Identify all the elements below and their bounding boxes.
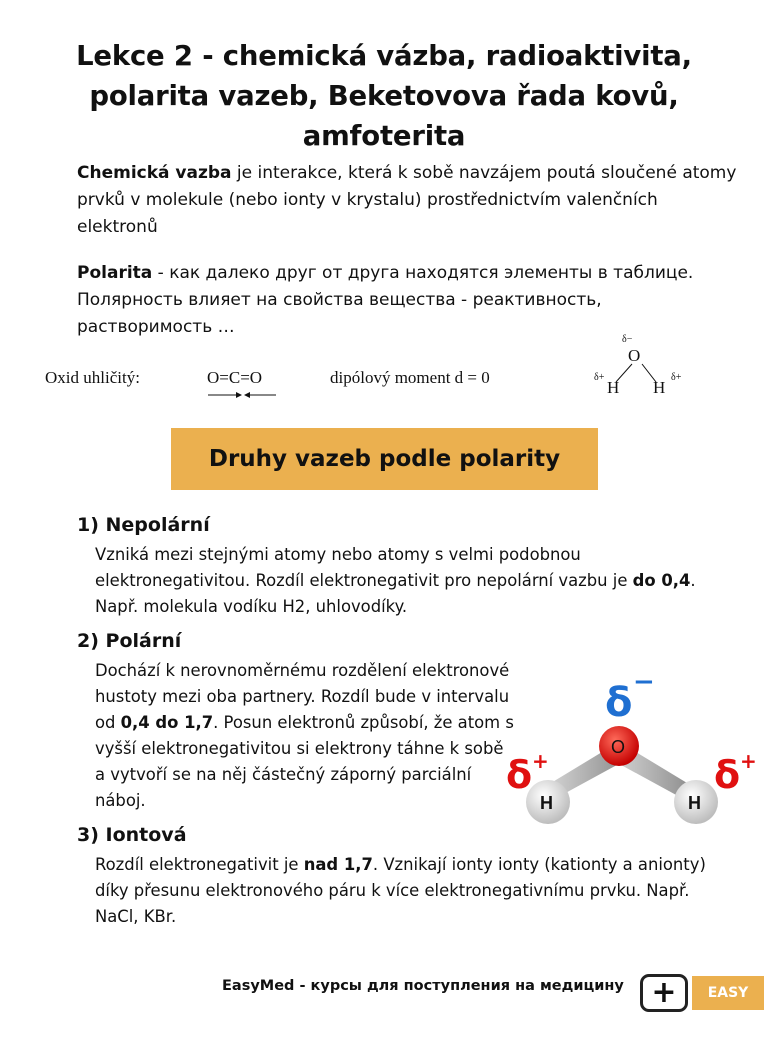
delta-plus-left-symbol: δ [506,753,533,797]
text-nonpolar [95,542,735,620]
page-title: Lekce 2 - chemická vázba, radioaktivita, polarita vazeb, Beketovova řada kovů, amfoterita [76,40,692,152]
text-polar-b: . Posun elektronů způsobí, že atom s vyšší elektronegativitou si elektrony táhne k sobě a vytvoří se na něj částečný záporný parciální náboj. [95,713,514,810]
intro-text: je interakce, která k sobě navzájem poutá sloučené atomy prvků v molekule (nebo ionty v krystalu) prostřednictvím valenčních elektronů [77,163,737,237]
polarity-term: Polarita [77,263,153,283]
text-polar [95,658,515,814]
text-ionic [95,852,735,930]
delta-plus-right-symbol: δ [714,753,741,797]
logo-label: EASY MED [692,976,764,1010]
intro-term: Chemická vazba [77,163,232,183]
text-nonpolar-b: . Např. molekula vodíku H2, uhlovodíky. [95,571,696,616]
text-nonpolar-bold: do 0,4 [632,571,691,590]
hydrogen-symbol-left: H [540,793,553,813]
water-delta-plus-right: δ+ [671,372,682,383]
heading-ionic: 3) Iontová [77,824,187,846]
intro-paragraph [77,160,737,241]
plus-sign-left: + [532,749,549,773]
water-oxygen: O [628,346,641,365]
text-ionic-b: . Vznikají ionty ionty (kationty a anionty) díky přesunu elektronového páru k více elektronegativnímu prvku. Např. NaCl, KBr. [95,855,706,926]
text-ionic-bold: nad 1,7 [303,855,373,874]
water-delta-plus-left: δ+ [594,372,605,383]
co2-formula: O=C=O [207,368,263,387]
text-polar-a: Dochází k nerovnoměrnému rozdělení elektronové hustoty mezi oba partnery. Rozdíl bude v intervalu od [95,661,510,732]
easymed-logo [640,974,764,1035]
plus-icon: + [640,974,688,1012]
co2-figure-row [0,334,768,410]
polarity-text: - как далеко друг от друга находятся элементы в таблице. Полярность влияет на свойства вещества - реактивность, растворимость … [77,263,694,337]
dipole-arrows-icon [206,388,278,402]
text-ionic-a: Rozdíl elektronegativit je [95,855,304,874]
text-nonpolar-a: Vzniká mezi stejnými atomy nebo atomy s velmi podobnou elektronegativitou. Rozdíl elektronegativit pro nepolární vazbu je [95,545,633,590]
water-hydrogen-left: H [607,378,620,397]
water-delta-minus: δ− [622,334,633,345]
delta-minus-symbol: δ [605,680,633,726]
heading-polar: 2) Polární [77,630,182,652]
plus-sign-right: + [740,749,757,773]
dipole-text: dipólový moment d = 0 [330,368,490,387]
water-hydrogen-right: H [653,378,666,397]
minus-sign: − [633,668,655,697]
text-polar-bold: 0,4 do 1,7 [120,713,214,732]
polarity-paragraph [77,260,737,341]
oxygen-symbol: O [611,737,626,757]
hydrogen-symbol-right: H [688,793,701,813]
water-molecule-illustration [500,668,762,828]
section-banner: Druhy vazeb podle polarity [171,428,598,490]
heading-nonpolar: 1) Nepolární [77,514,210,536]
footer-text: EasyMed - курсы для поступления на медицину [222,978,624,994]
co2-label: Oxid uhličitý: [45,368,140,387]
